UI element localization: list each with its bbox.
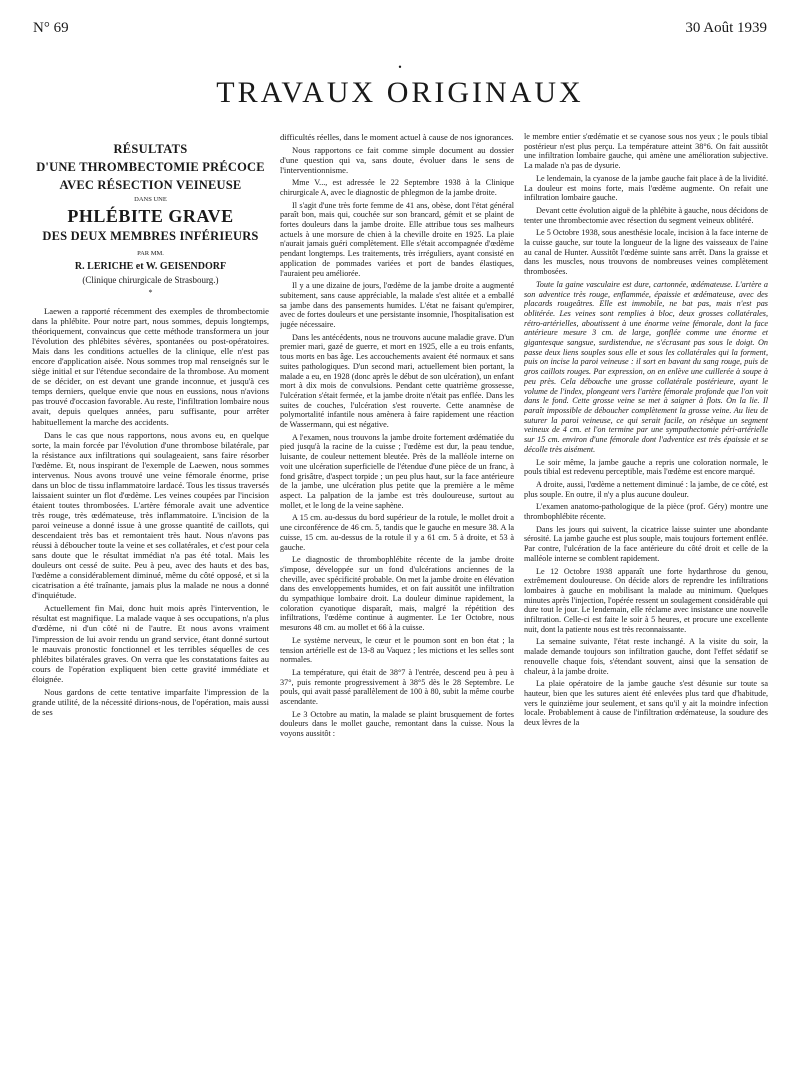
article-title-block	[32, 140, 269, 298]
col2-paragraph: Le système nerveux, le cœur et le poumon sont en bon état ; la tension artérielle est de 13-8 au Vaquez ; les mictions et les selles sont normales.	[280, 635, 514, 665]
col3-paragraph: Le lendemain, la cyanose de la jambe gauche fait place à de la lividité. La douleur est moins forte, mais l'œdème augmente. On refait une infiltration lombaire gauche.	[524, 173, 768, 203]
col2-paragraph: Nous rapportons ce fait comme simple document au dossier d'une question qui va, sans doute, évoluer dans le sens de l'interventionnisme.	[280, 145, 514, 176]
issue-date: 30 Août 1939	[685, 20, 767, 36]
col2-paragraph: Dans les antécédents, nous ne trouvons aucune maladie grave. D'un premier mari, gazé de guerre, et mort en 1925, elle a eu trois enfants, tous morts en bas âge. Les accouchements avaient été normaux et sans suites pathologiques. D'un second mari, actuellement bien portant, la malade a eu, en 1928 (donc après le début de son ulcération), un enfant mort à dix mois de convulsions. Pendant cette quatrième grossesse, l'ulcération s'était fermée, et la jambe droite n'était pas enflée. Dans les suites de couches, l'ulcération s'est rouverte. Cette anamnèse de polymortalité infantile nous amènera à faire rapidement une réaction de Wassermann, qui est négative.	[280, 332, 514, 430]
col1-paragraph: Dans le cas que nous rapportons, nous avons eu, en quelque sorte, la main forcée par l'évolution d'une thrombose bilatérale, par la résistance aux infiltrations qui soulageaient, sans faire résorber l'œdème. Et, nous inspirant de l'exemple de Laewen, nous sommes intervenus. Nous avons trouvé une veine fémorale énorme, prise dans un bloc de tissu inflammatoire lardacé. Tous les tissus traversés laissaient suinter un flot d'œdème. Les veines coupées par l'incision étaient toutes thrombosées. L'artère fémorale avait une adventice très rouge, très œdémateuse, très inflammatoire. L'incision de la paroi veineuse a donné issue à une grosse quantité de caillots, qui descendaient très bas et remontaient très haut. Nous n'avons pas réussi à déboucher toute la veine et ses collatérales, et c'est pour cela sans doute que le résultat immédiat n'a pas été total. Mais les douleurs ont cessé de suite. Peu à peu, avec des hauts et des bas, l'œdème a considérablement diminué, même du côté opposé, et si la cicatrisation a été traînante, jamais plus la malade ne nous a donné d'inquiétude.	[32, 429, 269, 601]
col2-paragraph: Il s'agit d'une très forte femme de 41 ans, obèse, dont l'état général paraît bon, mais qui, couchée sur son brancard, gémit et se plaint de fortes douleurs dans la jambe droite. Elle attribue tous ses malheurs actuels à une morsure de chien à la cheville droite en 1925. La plaie n'aurait jamais guéri complètement. Elle s'était accompagnée d'œdème pendant longtemps. Les traitements, très irréguliers, ayant consisté en application de pommades variées et port de bandes élastiques, l'auraient peu améliorée.	[280, 200, 514, 278]
col3-paragraph: Le 5 Octobre 1938, sous anesthésie locale, incision à la face interne de la cuisse gauche, sur toute la longueur de la ligne des vaisseaux de l'aine au canal de Hunter. Aussitôt l'œdème suinte sans arrêt. Dans la graisse et dans les muscles, nous trouvons de nombreuses veines complètement thrombosées.	[524, 228, 768, 277]
col2-paragraph: A 15 cm. au-dessus du bord supérieur de la rotule, le mollet droit a une circonférence de 46 cm. 5, tandis que le gauche en mesure 38. A la cuisse, 15 cm. au-dessus de la rotule il y a 61 cm. 5 à droite, et 53 à gauche.	[280, 513, 514, 552]
col3-paragraph: Devant cette évolution aiguë de la phlébite à gauche, nous décidons de tenter une thrombectomie avec résection du segment veineux oblitéré.	[524, 205, 768, 225]
article-affiliation: (Clinique chirurgicale de Strasbourg.)	[82, 275, 219, 285]
column-1	[32, 140, 269, 1060]
article-title-line-1: RÉSULTATS	[113, 142, 188, 156]
col2-paragraph: difficultés réelles, dans le moment actuel à cause de nos ignorances.	[280, 132, 514, 142]
col2-paragraph: Le diagnostic de thrombophlébite récente de la jambe droite s'impose, développée sur un fond d'ulcérations anciennes de la cheville, avec spécificité probable. On met la jambe droite en élévation dans des enveloppements humides, et on fait aussitôt une infiltration du sympathique lombaire droit. La douleur diminue rapidement, la coloration cyanotique disparaît, mais, malgré la répétition des infiltrations, l'œdème continue à augmenter. Le 1er Octobre, nous mesurons 48 cm. au mollet et 66 à la cuisse.	[280, 555, 514, 633]
issue-number: N° 69	[33, 20, 69, 36]
article-separator: *	[148, 288, 153, 297]
section-ornament: •	[397, 63, 403, 72]
article-by-line: PAR MM.	[137, 250, 164, 257]
article-title-connector: DANS UNE	[134, 196, 167, 203]
col2-paragraph: Mme V..., est adressée le 22 Septembre 1938 à la Clinique chirurgicale A, avec le diagnostic de phlegmon de la jambe droite.	[280, 178, 514, 197]
col2-paragraph: Le 3 Octobre au matin, la malade se plaint brusquement de fortes douleurs dans le mollet gauche, remontant dans la cuisse. Nous la voyons aussitôt :	[280, 709, 514, 739]
col3-paragraph: Le soir même, la jambe gauche a repris une coloration normale, le pouls tibial est redevenu perceptible, mais l'œdème est encore marqué.	[524, 457, 768, 477]
article-title-main: PHLÉBITE GRAVE	[67, 206, 234, 226]
col3-paragraph: L'examen anatomo-pathologique de la pièce (prof. Géry) montre une thrombophlébite récente.	[524, 502, 768, 522]
col3-paragraph: A droite, aussi, l'œdème a nettement diminué : la jambe, de ce côté, est plus souple. En outre, il n'y a plus aucune douleur.	[524, 479, 768, 499]
col3-paragraph: La plaie opératoire de la jambe gauche s'est désunie sur toute sa hauteur, bien que les sutures aient été enlevées plus tard que d'habitude, vers le quinzième jour seulement, et sans qu'il y ait la moindre infection locale. Probablement à cause de l'infiltration œdémateuse, la soudure des deux lèvres de la	[524, 679, 768, 728]
column-3	[524, 132, 768, 1062]
col3-paragraph: le membre entier s'œdématie et se cyanose sous nos yeux ; le pouls tibial postérieur n'est plus perçu. La température atteint 38°6. On fait aussitôt une infiltration lombaire gauche, qui amène une amélioration subjective. La malade n'a pas de dysurie.	[524, 132, 768, 171]
col1-paragraph: Nous gardons de cette tentative imparfaite l'impression de la grande utilité, de la nécessité dirions-nous, de l'opération, mais aussi de ses	[32, 686, 269, 717]
col2-paragraph: La température, qui était de 38°7 à l'entrée, descend peu à peu à 37°, puis remonte progressivement à 38°5 dès le 28 Septembre. Le pouls, qui avait passé parallèlement de 100 à 80, subit la même courbe ascendante.	[280, 667, 514, 707]
col1-paragraph: Actuellement fin Mai, donc huit mois après l'intervention, le résultat est magnifique. La malade vaque à ses occupations, n'a plus d'œdème, ni d'un côté ni de l'autre. Et nous avons vraiment l'impression de lui avoir rendu un grand service, étant donné surtout le mauvais pronostic fonctionnel et les terribles séquelles de ces phlébites bilatérales graves. On verra que les constatations faites au cours de l'opération expliquent bien cette gravité immédiate et éloignée.	[32, 603, 269, 684]
col3-paragraph: Dans les jours qui suivent, la cicatrice laisse suinter une abondante sérosité. La jambe gauche est plus souple, mais toujours fortement enflée. Par contre, l'ulcération de la face antérieure du côté droit et celle de la malléole interne se comblent rapidement.	[524, 524, 768, 563]
article-title-subtitle: DES DEUX MEMBRES INFÉRIEURS	[42, 229, 259, 243]
section-title: TRAVAUX ORIGINAUX	[216, 76, 584, 109]
running-head	[33, 20, 767, 42]
article-authors: R. LERICHE et W. GEISENDORF	[74, 261, 227, 272]
col3-paragraph: Le 12 Octobre 1938 apparaît une forte hydarthrose du genou, extrêmement douloureuse. On décide alors de reprendre les infiltrations lombaires à gauche en mobilisant la malade au minimum. Quelques minutes après l'injection, l'opérée ressent un soulagement considérable qui dure tout le jour. Le lendemain, elle réclame avec insistance une nouvelle infiltration. Celle-ci est faite le soir à 5 heures, et procure une excellente nuit, dont la patiente nous est très reconnaissante.	[524, 566, 768, 634]
col3-paragraph: La semaine suivante, l'état reste inchangé. A la visite du soir, la malade demande toujours son infiltration gauche, dont l'effet sédatif se renouvelle chaque fois, s'étendant souvent, ainsi que la sensation de chaleur, à la jambe droite.	[524, 637, 768, 676]
article-title-line-2: D'UNE THROMBECTOMIE PRÉCOCE	[36, 160, 265, 174]
column-2	[280, 132, 514, 1062]
col3-paragraph: Toute la gaine vasculaire est dure, cartonnée, œdémateuse. L'artère a son adventice très rouge, enflammée, épaissie et œdémateuse, avec des placards rougeâtres. Elle est immobile, ne bat pas, mais n'est pas oblitérée. Les veines sont remplies à bloc, deux grosses collatérales, rétro-artérielles, aboutissent à une énorme veine fémorale, dont la face antérieure mesure 3 cm. de large, gonflée comme une énorme et gigantesque sangsue, surdistendue, ne s'écrasant pas sous le doigt. On passe deux liens souples sous elle et sous les collatérales qui la forment, puis on incise la paroi veineuse : il sort en bavant du sang rouge, puis de gros caillots rouges. Par expression, on en enlève une cuillerée à soupe à peu près. Cela débouche une grosse collatérale postérieure, ayant le volume de l'index, plongeant vers l'artère fémorale profonde que l'on voit dans le fond. Cette grosse veine se met à saigner à flots. On la lie. Il paraît impossible de déboucher complètement la grosse veine. Au lieu de suturer la paroi veineuse, ce qui serait facile, on résèque un segment veineux de 4 cm. et l'on termine par une sympathectomie péri-artérielle sur 15 cm. environ d'une fémorale dont l'adventice est très épaissie et se décolle très aisément.	[524, 279, 768, 454]
col2-paragraph: Il y a une dizaine de jours, l'œdème de la jambe droite a augmenté subitement, sans cause appréciable, la malade s'est alitée et a emballé sa jambe dans des pansements humides. L'état ne faisant qu'empirer, avec de fortes douleurs et une persistante insomnie, l'hospitalisation est jugée nécessaire.	[280, 281, 514, 330]
col2-paragraph: A l'examen, nous trouvons la jambe droite fortement œdématiée du pied jusqu'à la racine de la cuisse ; l'œdème est dur, la peau tendue, luisante, de couleur nettement bleutée. Près de la malléole interne on voit une ulcération superficielle de l'étendue d'une pièce de un franc, à fond grisâtre, d'aspect torpide ; un peu plus haut, sur la face antérieure de la jambe, une ulcération plus petite que la première a le même aspect. La palpation de la jambe est très douloureuse, surtout au mollet, et le long de la veine saphène.	[280, 432, 514, 510]
col1-paragraph: Laewen a rapporté récemment des exemples de thrombectomie dans la phlébite. Pour notre part, nous sommes, depuis longtemps, théoriquement, convaincus que cette méthode transformera un jour l'évolution des phlébites sévères, spontanées ou post-opératoires. Mais dans les conditions actuelles de la clinique, elle n'est pas encore d'application aisée. Nous sommes trop mal renseignés sur le siège initial et sur l'étendue secondaire de la thrombose. Au moment de se décider, on est devant une grande inconnue, et jusqu'à ces temps derniers, quelque envie que nous en eussions, nous n'avions pas trouvé d'occasion favorable. Au reste, l'infiltration lombaire nous avait, depuis quelques années, paru suffisante, pour arrêter habituellement la marche des accidents.	[32, 306, 269, 427]
article-title-line-3: AVEC RÉSECTION VEINEUSE	[59, 178, 242, 192]
